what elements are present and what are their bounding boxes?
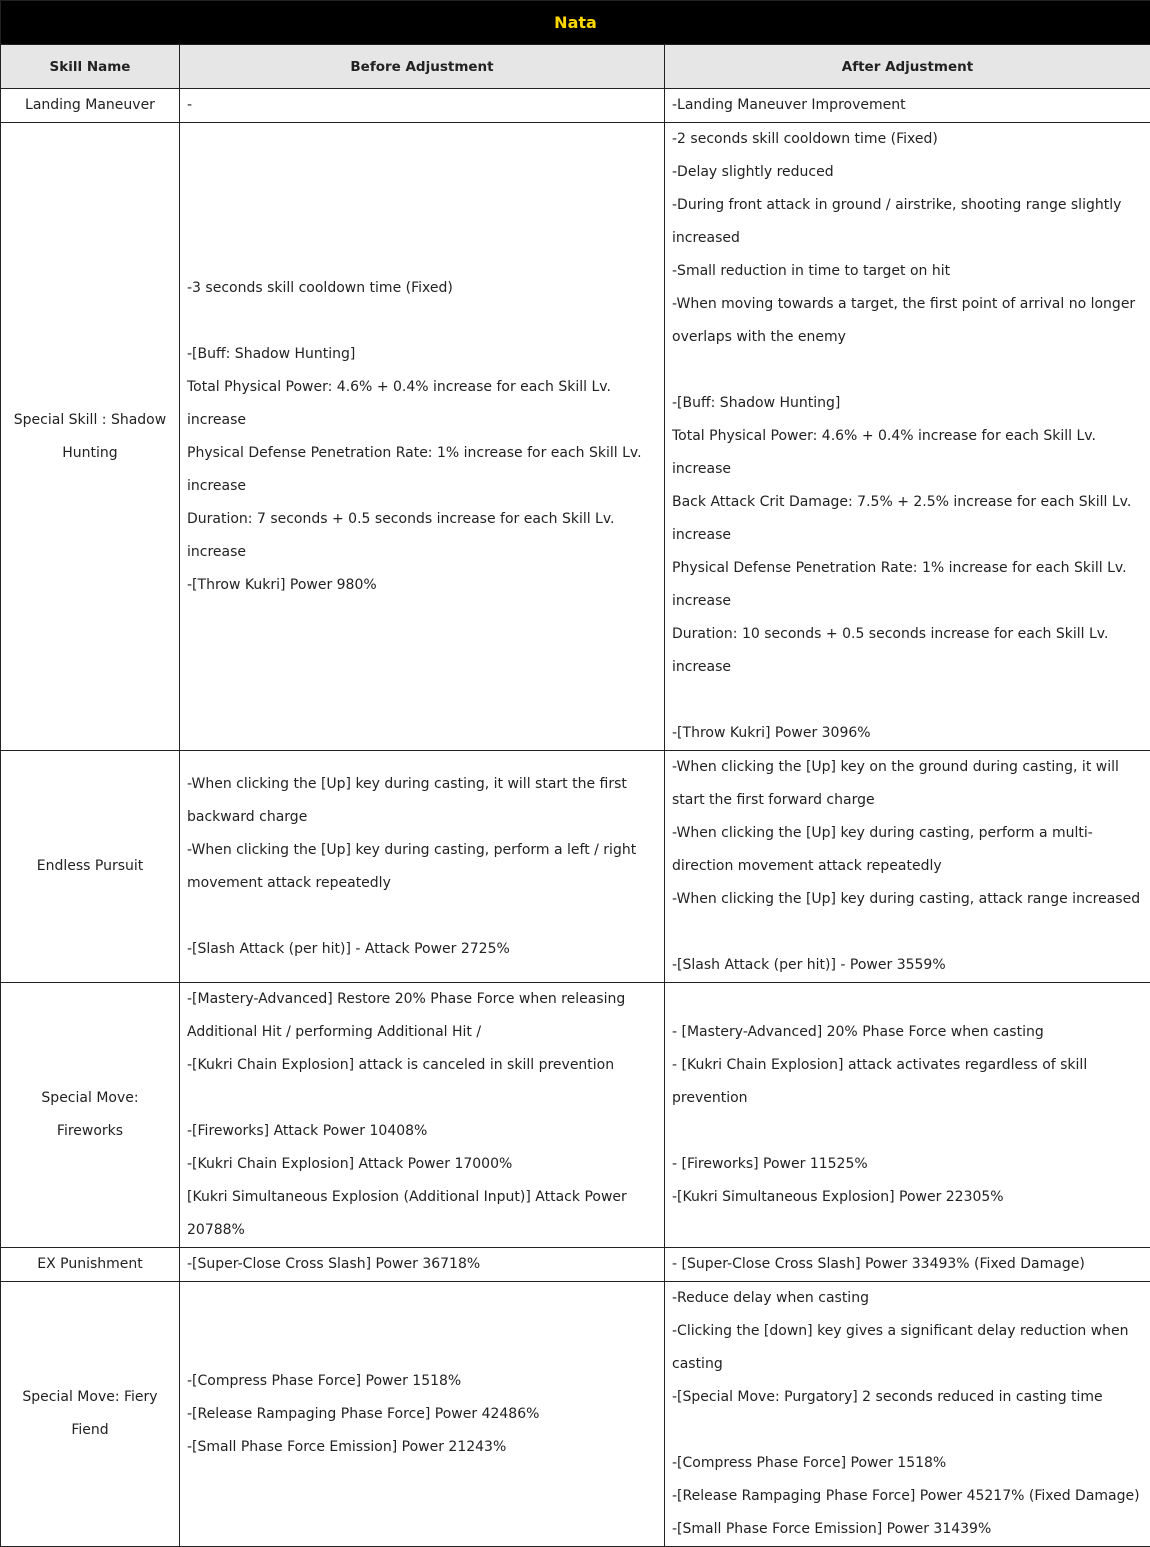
before-line: -[Buff: Shadow Hunting] (187, 338, 656, 371)
before-adjustment-cell (180, 1282, 665, 1547)
before-line: -When clicking the [Up] key during casting, it will start the first backward charge (187, 768, 656, 834)
before-line: -[Release Rampaging Phase Force] Power 42486% (187, 1398, 656, 1431)
after-line (672, 684, 1142, 717)
after-line: -During front attack in ground / airstrike, shooting range slightly increased (672, 189, 1142, 255)
header-before-adjustment: Before Adjustment (180, 45, 665, 89)
after-line: -[Release Rampaging Phase Force] Power 45217% (Fixed Damage) (672, 1480, 1142, 1513)
after-line: -[Compress Phase Force] Power 1518% (672, 1447, 1142, 1480)
before-line (187, 305, 656, 338)
header-skill-name: Skill Name (1, 45, 180, 89)
header-after-adjustment: After Adjustment (665, 45, 1150, 89)
before-adjustment-cell (180, 123, 665, 751)
after-line: Duration: 10 seconds + 0.5 seconds increase for each Skill Lv. increase (672, 618, 1142, 684)
after-line: - [Fireworks] Power 11525% (672, 1148, 1142, 1181)
after-line: -[Special Move: Purgatory] 2 seconds reduced in casting time (672, 1381, 1142, 1414)
after-line (672, 1115, 1142, 1148)
table-title: Nata (1, 1, 1150, 45)
after-line: - [Kukri Chain Explosion] attack activates regardless of skill prevention (672, 1049, 1142, 1115)
table-row (1, 1248, 1150, 1282)
before-line: -[Compress Phase Force] Power 1518% (187, 1365, 656, 1398)
table-row (1, 983, 1150, 1248)
after-line: -When moving towards a target, the first point of arrival no longer overlaps with the enemy (672, 288, 1142, 354)
after-line: Physical Defense Penetration Rate: 1% increase for each Skill Lv. increase (672, 552, 1142, 618)
after-line: - [Super-Close Cross Slash] Power 33493% (Fixed Damage) (672, 1248, 1142, 1281)
after-line: -When clicking the [Up] key during casting, perform a multi-direction movement attack repeatedly (672, 817, 1142, 883)
before-line: -[Small Phase Force Emission] Power 21243% (187, 1431, 656, 1464)
after-adjustment-cell (665, 751, 1150, 983)
skill-name-cell: Special Move: Fiery Fiend (1, 1282, 180, 1547)
before-line: -[Kukri Chain Explosion] attack is canceled in skill prevention (187, 1049, 656, 1082)
after-line: -When clicking the [Up] key during casting, attack range increased (672, 883, 1142, 916)
after-line (672, 1414, 1142, 1447)
before-line: - (187, 89, 656, 122)
table-row (1, 89, 1150, 123)
title-row (1, 1, 1150, 45)
header-row (1, 45, 1150, 89)
after-adjustment-cell (665, 89, 1150, 123)
after-line (672, 354, 1142, 387)
skill-name-cell: Special Skill : Shadow Hunting (1, 123, 180, 751)
before-line: -[Super-Close Cross Slash] Power 36718% (187, 1248, 656, 1281)
before-adjustment-cell (180, 89, 665, 123)
after-line: Back Attack Crit Damage: 7.5% + 2.5% increase for each Skill Lv. increase (672, 486, 1142, 552)
before-line: -[Mastery-Advanced] Restore 20% Phase Force when releasing Additional Hit / performing Additional Hit / (187, 983, 656, 1049)
after-line: -When clicking the [Up] key on the ground during casting, it will start the first forward charge (672, 751, 1142, 817)
after-adjustment-cell (665, 983, 1150, 1248)
before-line (187, 900, 656, 933)
after-line: -Clicking the [down] key gives a significant delay reduction when casting (672, 1315, 1142, 1381)
skill-name-cell: Landing Maneuver (1, 89, 180, 123)
after-line: -[Throw Kukri] Power 3096% (672, 717, 1142, 750)
table-row (1, 123, 1150, 751)
after-line: Total Physical Power: 4.6% + 0.4% increase for each Skill Lv. increase (672, 420, 1142, 486)
after-line (672, 916, 1142, 949)
after-line: -2 seconds skill cooldown time (Fixed) (672, 123, 1142, 156)
before-line: [Kukri Simultaneous Explosion (Additional Input)] Attack Power 20788% (187, 1181, 656, 1247)
before-line: -When clicking the [Up] key during casting, perform a left / right movement attack repeatedly (187, 834, 656, 900)
before-line: -[Throw Kukri] Power 980% (187, 569, 656, 602)
table-body (1, 89, 1150, 1547)
after-line: - [Mastery-Advanced] 20% Phase Force when casting (672, 1016, 1142, 1049)
after-adjustment-cell (665, 123, 1150, 751)
before-adjustment-cell (180, 751, 665, 983)
after-line: -[Small Phase Force Emission] Power 31439% (672, 1513, 1142, 1546)
before-line: -3 seconds skill cooldown time (Fixed) (187, 272, 656, 305)
skill-name-cell: Endless Pursuit (1, 751, 180, 983)
skill-name-cell: EX Punishment (1, 1248, 180, 1282)
after-line: -Reduce delay when casting (672, 1282, 1142, 1315)
before-adjustment-cell (180, 1248, 665, 1282)
table-row (1, 751, 1150, 983)
before-line: Duration: 7 seconds + 0.5 seconds increase for each Skill Lv. increase (187, 503, 656, 569)
before-adjustment-cell (180, 983, 665, 1248)
after-line: -[Kukri Simultaneous Explosion] Power 22305% (672, 1181, 1142, 1214)
before-line: Physical Defense Penetration Rate: 1% increase for each Skill Lv. increase (187, 437, 656, 503)
skill-name-cell: Special Move: Fireworks (1, 983, 180, 1248)
before-line: -[Fireworks] Attack Power 10408% (187, 1115, 656, 1148)
before-line (187, 1082, 656, 1115)
after-line: -[Buff: Shadow Hunting] (672, 387, 1142, 420)
table-row (1, 1282, 1150, 1547)
after-line: -[Slash Attack (per hit)] - Power 3559% (672, 949, 1142, 982)
after-adjustment-cell (665, 1282, 1150, 1547)
after-line: -Landing Maneuver Improvement (672, 89, 1142, 122)
after-line: -Delay slightly reduced (672, 156, 1142, 189)
before-line: Total Physical Power: 4.6% + 0.4% increase for each Skill Lv. increase (187, 371, 656, 437)
after-line: -Small reduction in time to target on hit (672, 255, 1142, 288)
before-line: -[Slash Attack (per hit)] - Attack Power 2725% (187, 933, 656, 966)
before-line: -[Kukri Chain Explosion] Attack Power 17000% (187, 1148, 656, 1181)
after-adjustment-cell (665, 1248, 1150, 1282)
